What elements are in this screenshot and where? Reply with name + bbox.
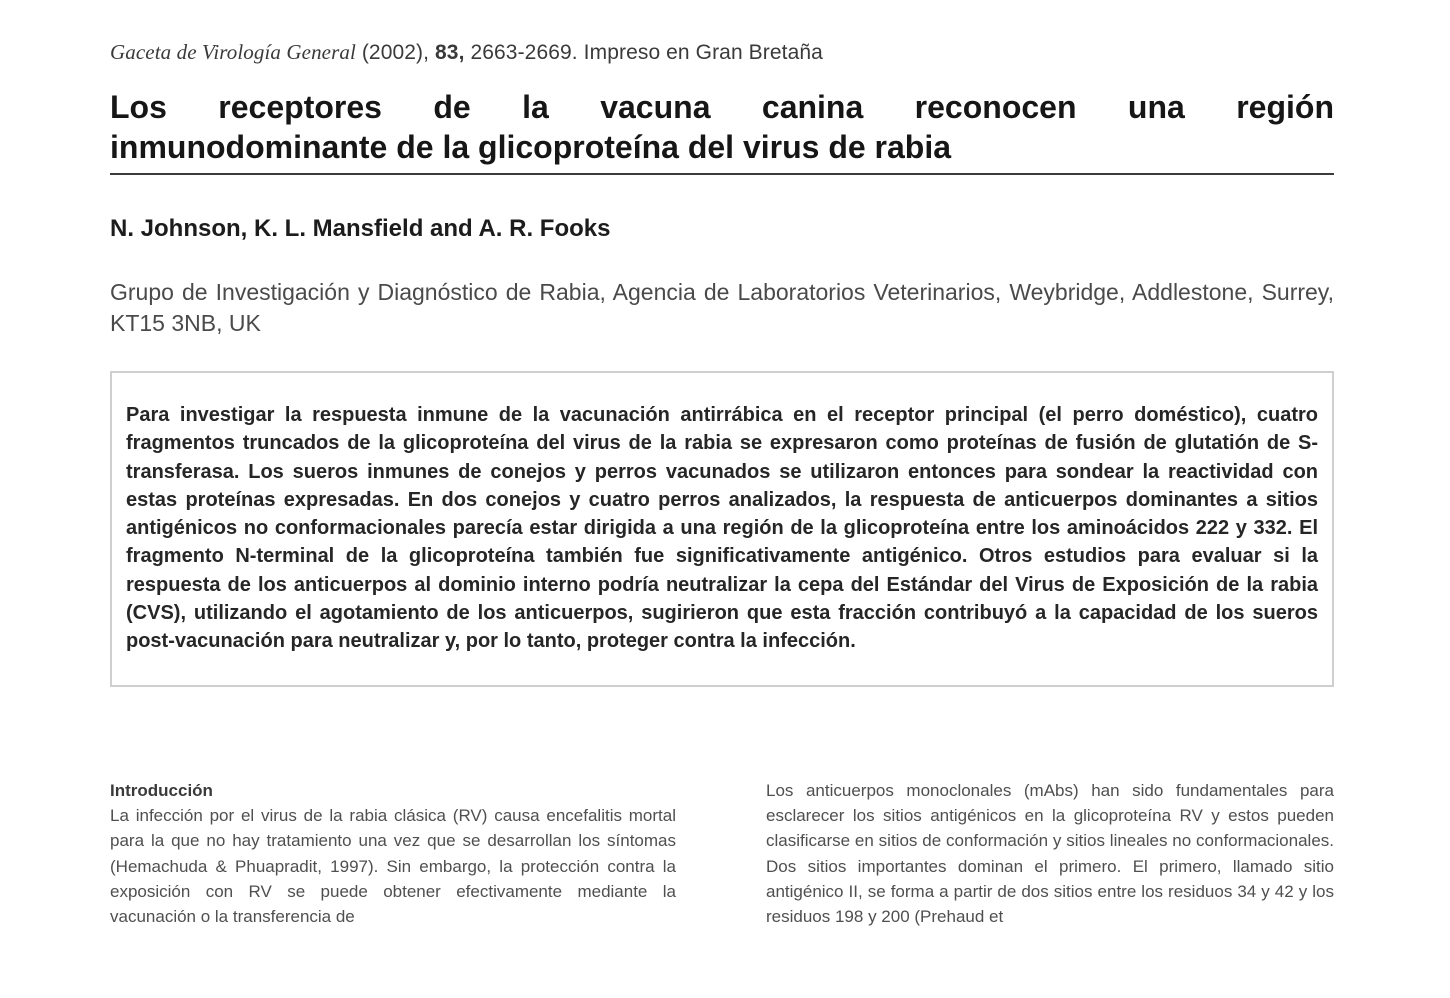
abstract-box: [110, 371, 1334, 687]
section-heading-introduction: Introducción: [110, 781, 213, 800]
paper-page: [110, 40, 1334, 927]
body-columns: [110, 778, 1334, 938]
paper-title-line-2: inmunodominante de la glicoproteína del virus de rabia: [110, 129, 952, 165]
body-column-right: [766, 778, 1334, 929]
body-right-paragraph: Los anticuerpos monoclonales (mAbs) han sido fundamentales para esclarecer los sitios antigénicos en la glicoproteína RV y estos pueden clasificarse en sitios de conformación y sitios lineales no conformacionales. Dos sitios importantes dominan el primero. El primero, llamado sitio antigénico II, se forma a partir de dos sitios entre los residuos 34 y 42 y los residuos 198 y 200 (Prehaud et: [766, 781, 1334, 927]
journal-name: Gaceta de Virología General: [110, 40, 356, 64]
body-column-left: [110, 778, 676, 929]
journal-year: (2002),: [361, 41, 430, 64]
body-left-paragraph: La infección por el virus de la rabia clásica (RV) causa encefalitis mortal para la que no hay tratamiento una vez que se desarrollan los síntomas (Hemachuda & Phuapradit, 1997). Sin embargo, la protección contra la exposición con RV se puede obtener efectivamente mediante la vacunación o la transferencia de: [110, 806, 676, 927]
abstract-text: Para investigar la respuesta inmune de la vacunación antirrábica en el receptor principal (el perro doméstico), cuatro fragmentos truncados de la glicoproteína del virus de la rabia se expresaron como proteínas de fusión de glutatión de S-transferasa. Los sueros inmunes de conejos y perros vacunados se utilizaron entonces para sondear la reactividad con estas proteínas expresadas. En dos conejos y cuatro perros analizados, la respuesta de anticuerpos dominantes a sitios antigénicos no conformacionales parecía estar dirigida a una región de la glicoproteína entre los aminoácidos 222 y 332. El fragmento N-terminal de la glicoproteína también fue significativamente antigénico. Otros estudios para evaluar si la respuesta de los anticuerpos al dominio interno podría neutralizar la cepa del Estándar del Virus de Exposición de la rabia (CVS), utilizando el agotamiento de los anticuerpos, sugirieron que esta fracción contribuyó a la capacidad de los sueros post-vacunación para neutralizar y, por lo tanto, proteger contra la infección.: [126, 404, 1318, 653]
paper-title: [110, 87, 1334, 175]
paper-affiliation: Grupo de Investigación y Diagnóstico de Rabia, Agencia de Laboratorios Veterinarios, Weybridge, Addlestone, Surrey, KT15 3NB, UK: [110, 279, 1334, 336]
journal-citation: [110, 40, 1334, 65]
paper-authors: N. Johnson, K. L. Mansfield and A. R. Fooks: [110, 215, 611, 242]
journal-pages: 2663-2669. Impreso en Gran Bretaña: [470, 41, 823, 64]
paper-title-line-1: Los receptores de la vacuna canina reconocen una región: [110, 89, 1334, 125]
journal-volume: 83,: [435, 41, 465, 64]
